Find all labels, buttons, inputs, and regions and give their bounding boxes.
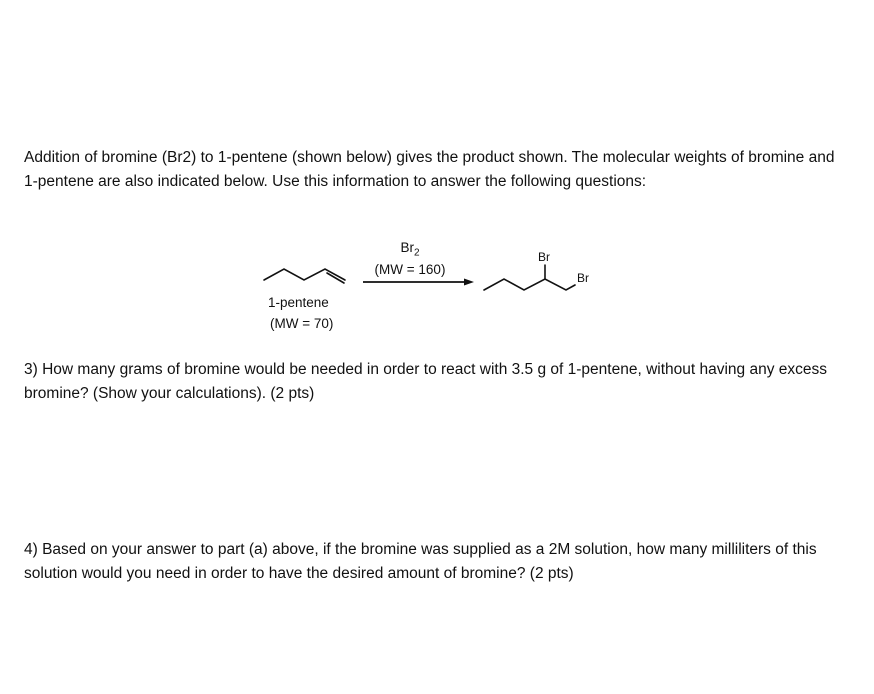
reactant-mw: (MW = 70) <box>270 316 334 331</box>
reagent-mw: (MW = 160) <box>374 262 446 277</box>
intro-paragraph: Addition of bromine (Br2) to 1-pentene (shown below) gives the product shown. The molecular weights of bromine and 1-pentene are also indicated below. Use this information to answer the following questions: <box>24 149 835 190</box>
product-br-top: Br <box>538 250 550 264</box>
question-3: 3) How many grams of bromine would be needed in order to react with 3.5 g of 1-pentene, without having any excess bromine? (Show your calculations). (2 pts) <box>24 361 828 402</box>
reagent-subscript: 2 <box>413 247 420 259</box>
question-4: 4) Based on your answer to part (a) above, if the bromine was supplied as a 2M solution, how many milliliters of this solution would you need in order to have the desired amount of bromine? (2 pts) <box>24 541 817 582</box>
reactant-name: 1-pentene <box>268 295 329 310</box>
product-structure <box>484 265 575 290</box>
reaction-arrow <box>363 279 474 286</box>
reagent-symbol: Br <box>400 240 414 255</box>
product-br-end: Br <box>577 271 589 285</box>
reagent-formula <box>380 240 440 262</box>
pentene-structure <box>264 269 345 283</box>
